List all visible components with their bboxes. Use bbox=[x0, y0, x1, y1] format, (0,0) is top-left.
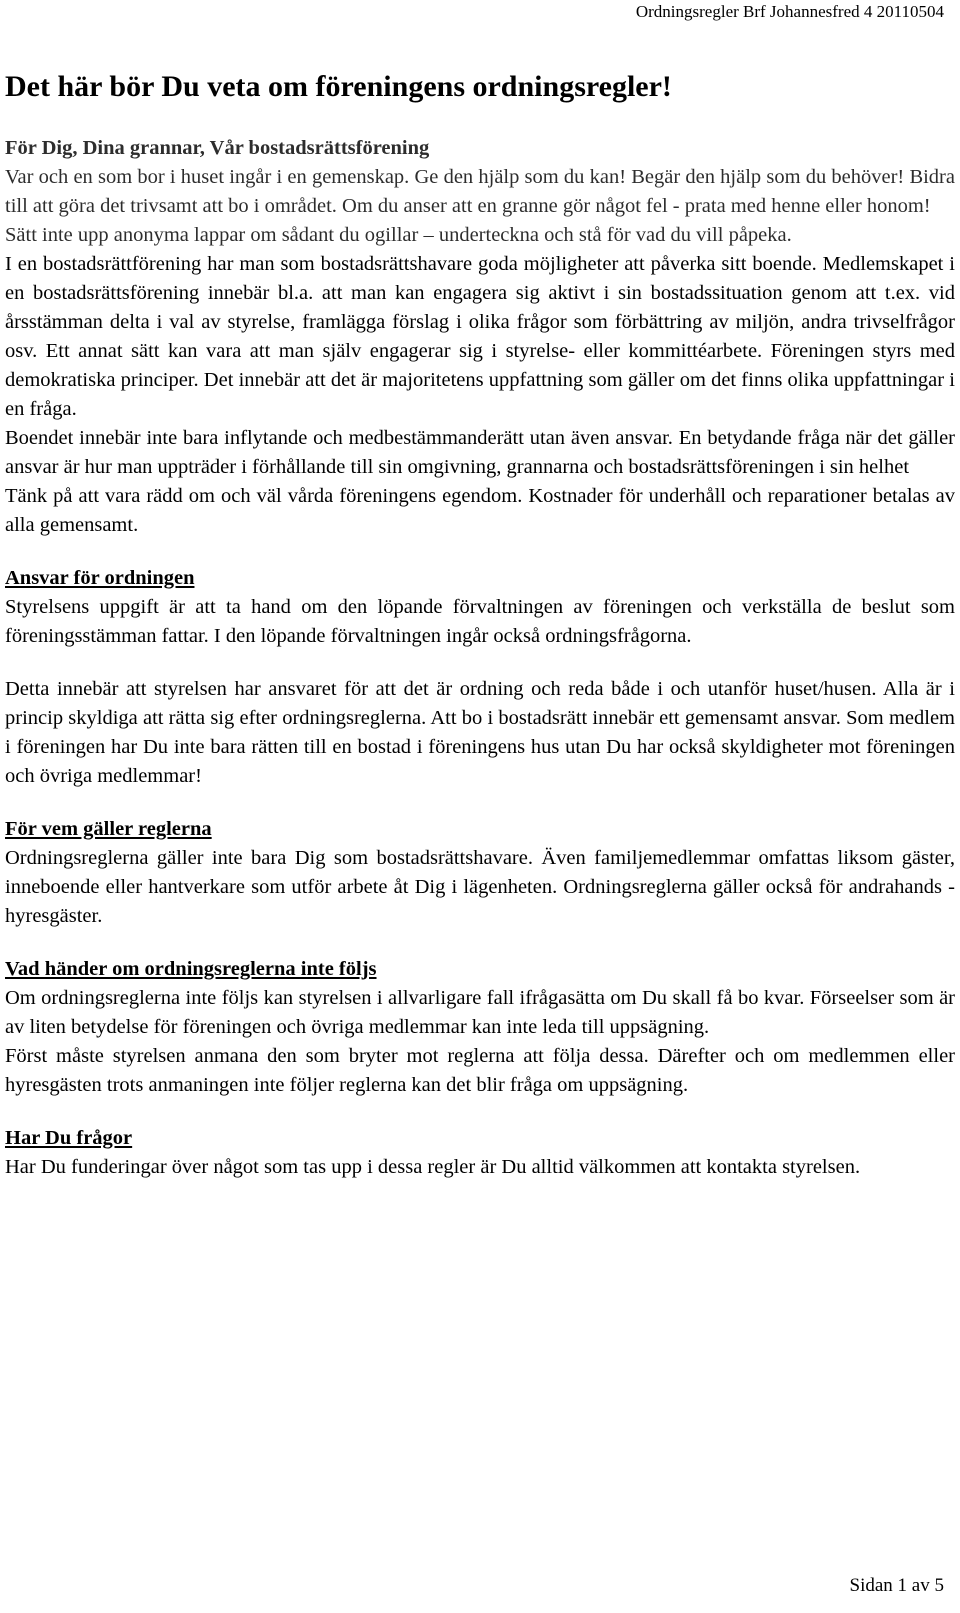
fragor-paragraph-1: Har Du funderingar över något som tas upp i dessa regler är Du alltid välkommen att kontakta styrelsen. bbox=[5, 1156, 861, 1178]
document-title: Det här bör Du veta om föreningens ordningsregler! bbox=[5, 70, 672, 103]
document-body bbox=[5, 68, 955, 1182]
intro-paragraph-4: Boendet innebär inte bara inflytande och medbestämmanderätt utan även ansvar. En betydande fråga när det gäller ansvar är hur man uppträder i förhållande till sin omgivning, grannarna och bostadsrättsföreningen i sin helhet bbox=[5, 427, 955, 478]
intro-paragraph-2: Sätt inte upp anonyma lappar om sådant du ogillar – underteckna och stå för vad du vill påpeka. bbox=[5, 224, 792, 246]
section-heading-vem: För vem gäller reglerna bbox=[5, 818, 212, 840]
intro-heading: För Dig, Dina grannar, Vår bostadsrättsförening bbox=[5, 137, 430, 159]
page-number: Sidan 1 av 5 bbox=[849, 1575, 944, 1596]
ansvar-paragraph-2: Detta innebär att styrelsen har ansvaret för att det är ordning och reda både i och utanför huset/husen. Alla är i princip skyldiga att rätta sig efter ordningsreglerna. Att bo i bostadsrätt innebär ett gemensamt ansvar. Som medlem i föreningen har Du inte bara rätten till en bostad i föreningens hus utan Du har också skyldigheter mot föreningen och övriga medlemmar! bbox=[5, 678, 955, 787]
foljs-paragraph-2: Först måste styrelsen anmana den som bryter mot reglerna att följa dessa. Därefter och om medlemmen eller hyresgästen trots anmaningen inte följer reglerna kan det blir fråga om uppsägning. bbox=[5, 1045, 955, 1096]
ansvar-paragraph-1: Styrelsens uppgift är att ta hand om den löpande förvaltningen av föreningen och verkställa de beslut som föreningsstämman fattar. I den löpande förvaltningen ingår också ordningsfrågorna. bbox=[5, 596, 955, 647]
intro-paragraph-1: Var och en som bor i huset ingår i en gemenskap. Ge den hjälp som du kan! Begär den hjälp som du behöver! Bidra till att göra det trivsamt att bo i området. Om du anser att en granne gör något fel - prata med henne eller honom! bbox=[5, 166, 955, 217]
intro-paragraph-5: Tänk på att vara rädd om och väl vårda föreningens egendom. Kostnader för underhåll och reparationer betalas av alla gemensamt. bbox=[5, 485, 955, 536]
section-heading-ansvar: Ansvar för ordningen bbox=[5, 567, 195, 589]
intro-section bbox=[5, 134, 955, 250]
section-heading-fragor: Har Du frågor bbox=[5, 1127, 133, 1149]
vem-paragraph-1: Ordningsreglerna gäller inte bara Dig som bostadsrättshavare. Även familjemedlemmar omfattas liksom gäster, inneboende eller hantverkare som utför arbete åt Dig i lägenheten. Ordningsreglerna gäller också för andrahands -hyresgäster. bbox=[5, 847, 955, 927]
intro-paragraph-3: I en bostadsrättförening har man som bostadsrättshavare goda möjligheter att påverka sitt boende. Medlemskapet i en bostadsrättsförening innebär bl.a. att man kan engagera sig aktivt i sin bostadssituation genom att t.ex. vid årsstämman delta i val av styrelse, framlägga förslag i olika frågor som förbättring av miljön, andra trivselfrågor osv. Ett annat sätt kan vara att man själv engagerar sig i styrelse- eller kommittéarbete. Föreningen styrs med demokratiska principer. Det innebär att det är majoritetens uppfattning som gäller om det finns olika uppfattningar i en fråga. bbox=[5, 253, 955, 420]
foljs-paragraph-1: Om ordningsreglerna inte följs kan styrelsen i allvarligare fall ifrågasätta om Du skall få bo kvar. Förseelser som är av liten betydelse för föreningen och övriga medlemmar kan inte leda till uppsägning. bbox=[5, 987, 955, 1038]
page-header: Ordningsregler Brf Johannesfred 4 20110504 bbox=[635, 2, 944, 21]
section-heading-foljs: Vad händer om ordningsreglerna inte följs bbox=[5, 958, 377, 980]
